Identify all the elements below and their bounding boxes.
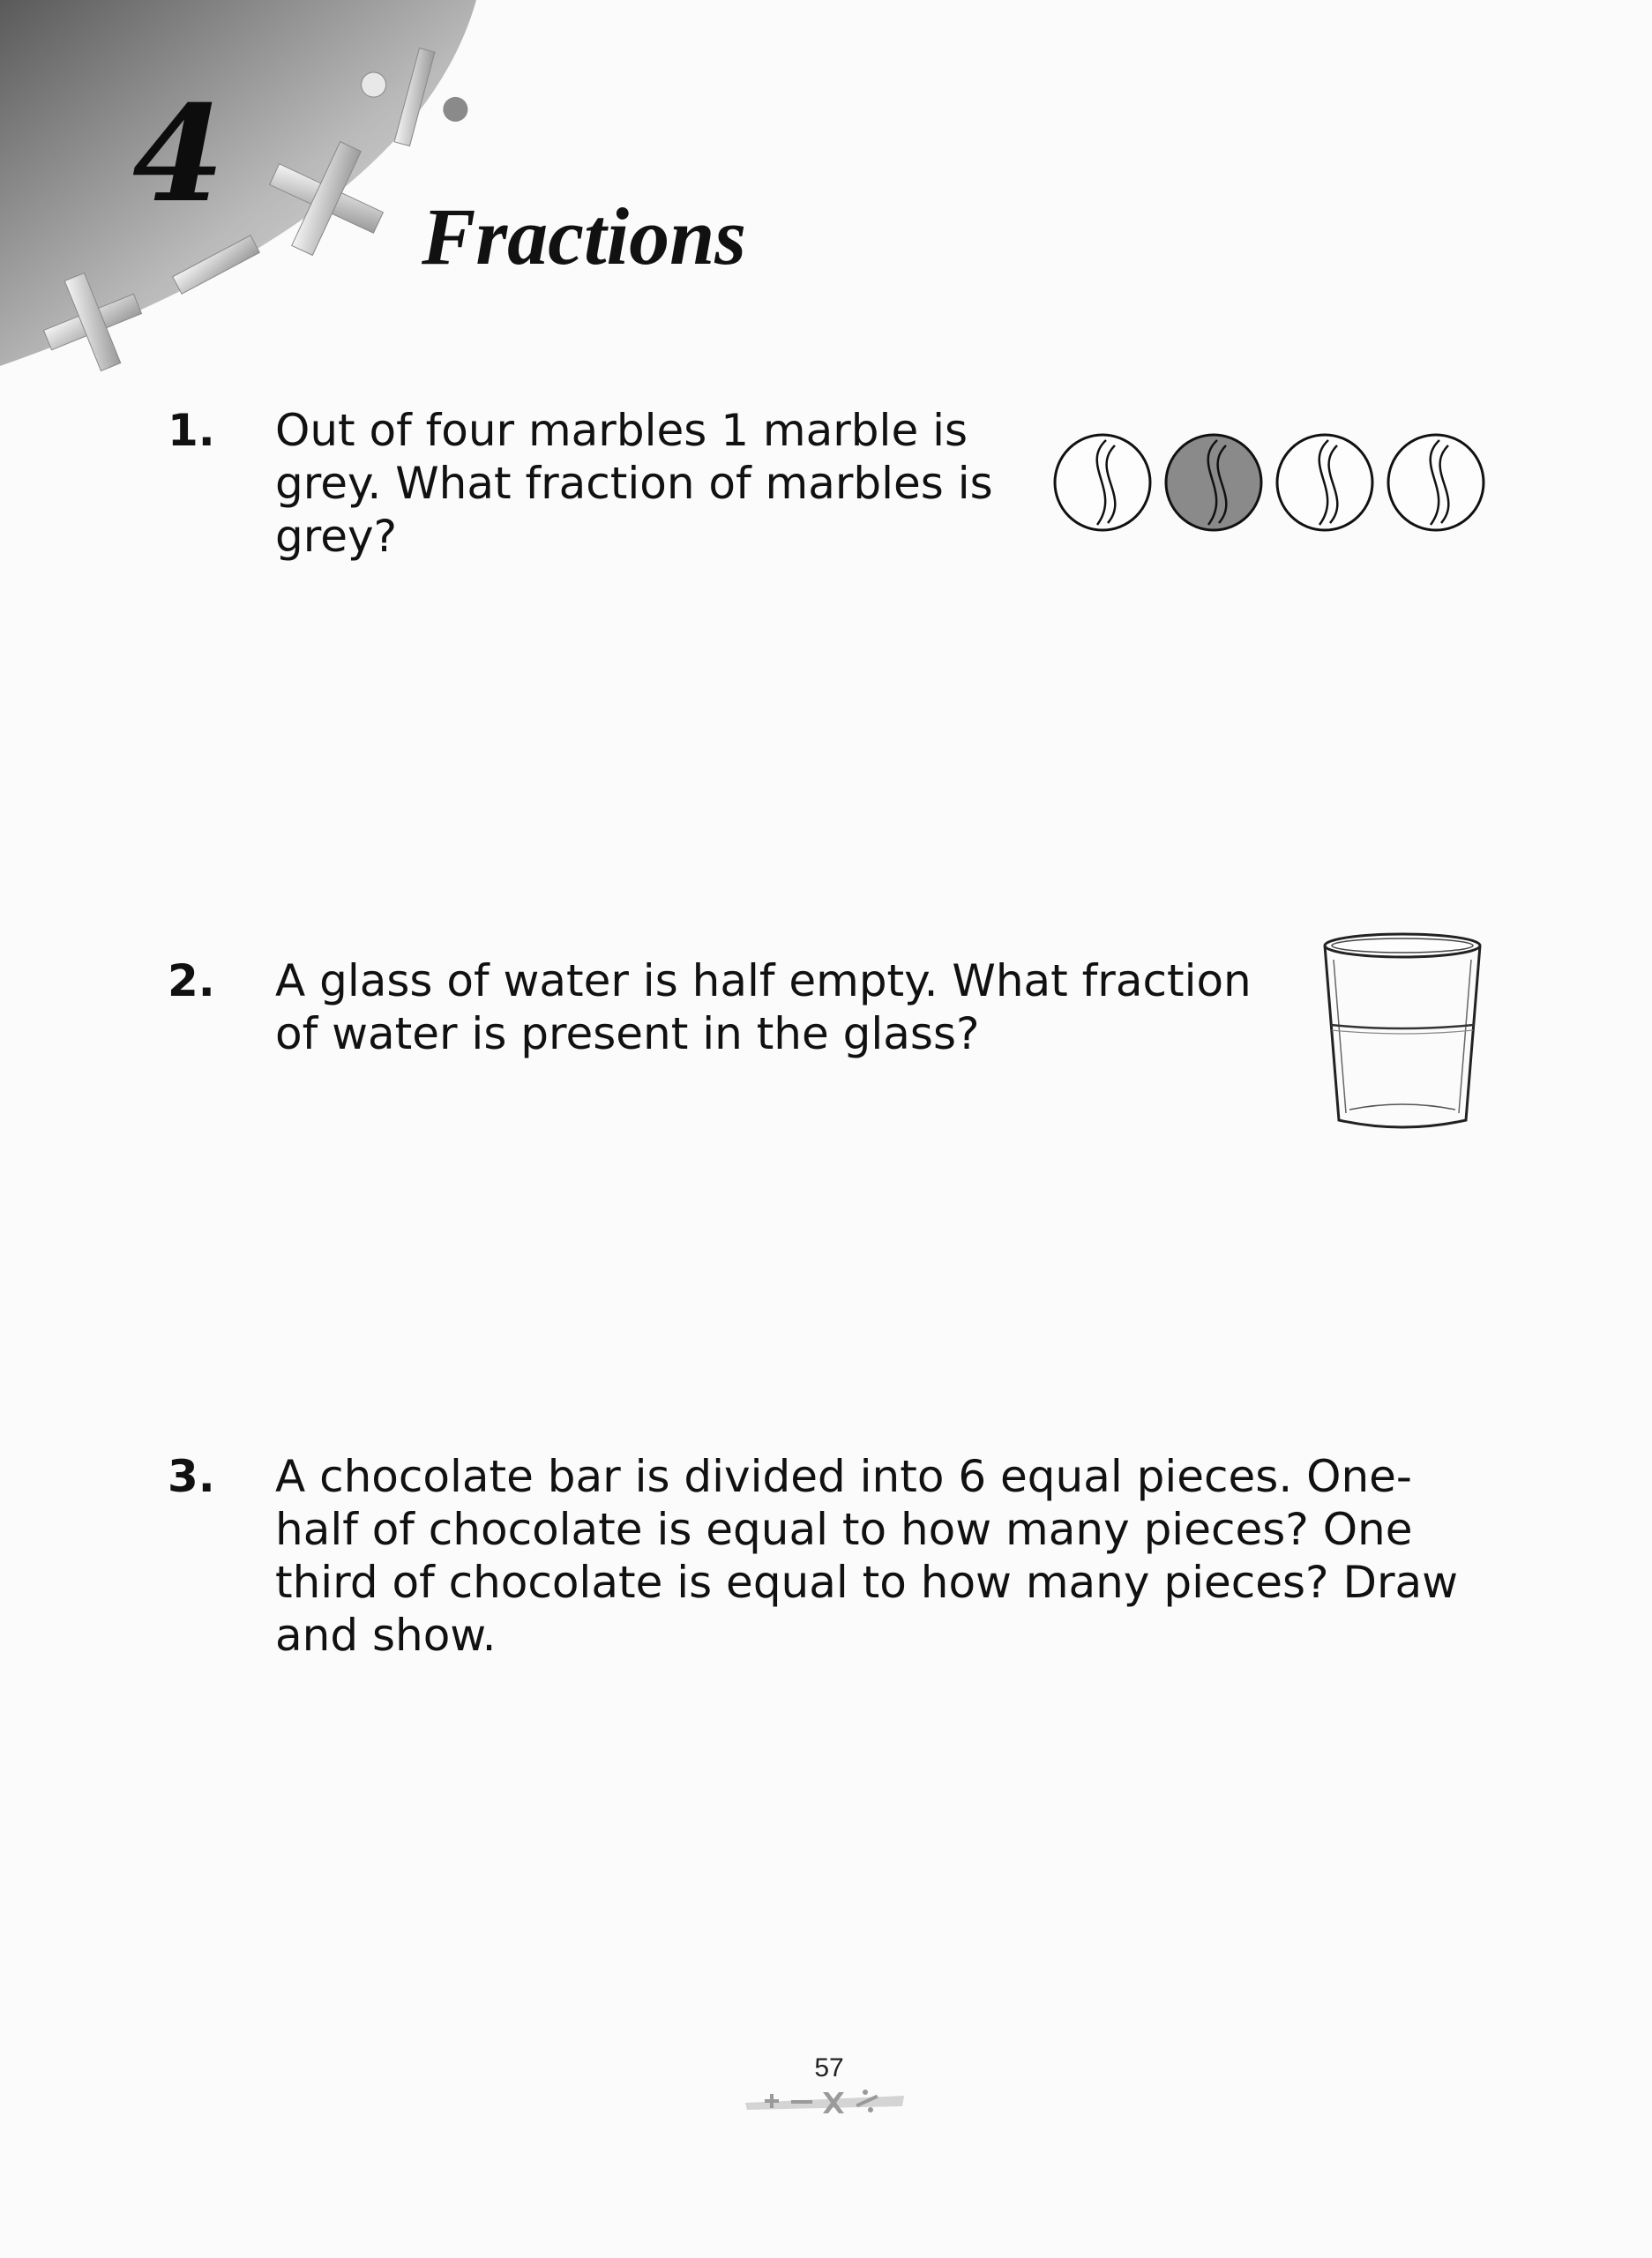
question-text: Out of four marbles 1 marble is grey. What fraction of marbles is grey? — [275, 405, 993, 562]
white-marble — [1055, 435, 1150, 530]
water-level — [1331, 1025, 1474, 1028]
question-text: A chocolate bar is divided into 6 equal pieces. One- half of chocolate is equal to how many pieces? One third of chocolate is equal to how many pieces? Draw and show. — [275, 1451, 1459, 1661]
chapter-number: 4 — [132, 77, 225, 232]
white-marble — [1277, 435, 1372, 530]
question-text: A glass of water is half empty. What fraction of water is present in the glass? — [275, 955, 1252, 1059]
footer-math-symbols-decoration — [745, 2083, 904, 2119]
white-marble — [1388, 435, 1484, 530]
question-number: 3. — [168, 1451, 215, 1502]
page-number: 57 — [814, 2053, 844, 2082]
chapter-title: Fractions — [422, 191, 747, 281]
question-number: 2. — [168, 955, 215, 1006]
corner-math-symbols-decoration — [0, 0, 494, 388]
grey-marble — [1166, 435, 1261, 530]
glass-of-water-illustration — [1314, 926, 1491, 1138]
marbles-illustration — [1050, 428, 1491, 542]
question-number: 1. — [168, 405, 215, 456]
